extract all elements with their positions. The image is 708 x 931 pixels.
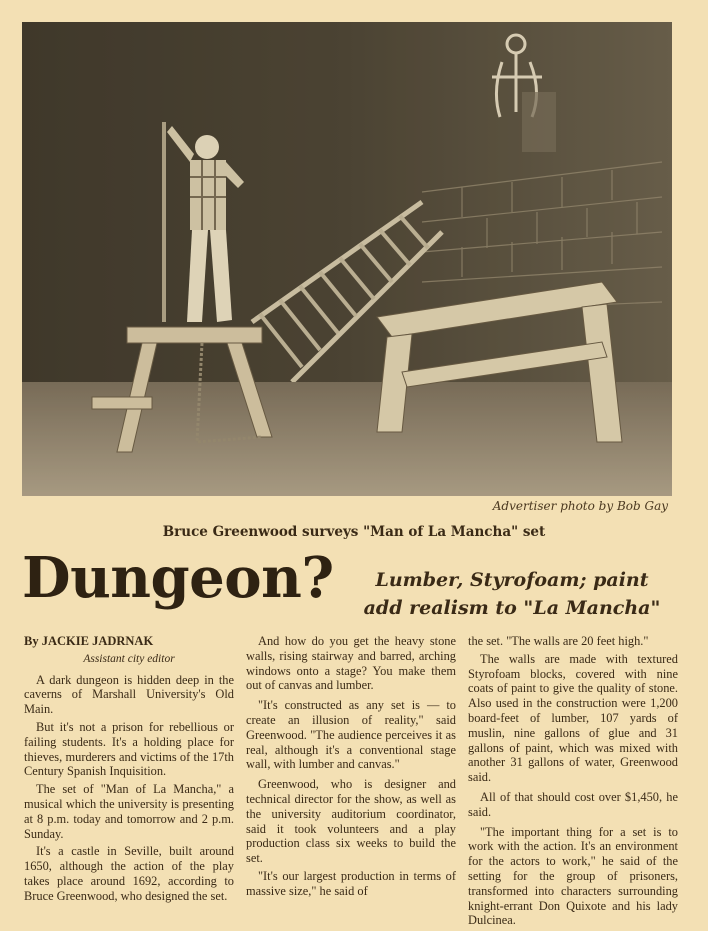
paragraph: The walls are made with textured Styrofoam blocks, covered with nine coats of paint to give the quality of stone. Also used in the construction were 1,200 board-feet of lumber, 107 yards of muslin, nine gallons of glue and 31 gallons of paint, which was mixed with another 31 gallons of water, Greenwood said.	[468, 651, 678, 785]
dungeon-set-image	[22, 22, 672, 496]
byline-title: Assistant city editor	[83, 652, 175, 665]
paragraph: And how do you get the heavy stone walls, rising stairway and barred, arching windows onto a stage? You make them out of canvas and lumber.	[246, 634, 456, 693]
paragraph: The set of "Man of La Mancha," a musical which the university is presenting at 8 p.m. today and tomorrow and 2 p.m. Sunday.	[24, 782, 234, 841]
subhead-line-2: add realism to "La Mancha"	[363, 597, 661, 619]
paragraph: the set. "The walls are 20 feet high."	[468, 634, 649, 648]
article-column-1	[24, 634, 234, 907]
headline: Dungeon?	[22, 545, 334, 611]
photo-caption: Bruce Greenwood surveys "Man of La Mancha" set	[162, 524, 546, 540]
subhead	[342, 566, 682, 622]
paragraph: "The important thing for a set is to work with the action. It's an environment for the actors to work," he said of the setting for the group of prisoners, transformed into characters surrounding knight-errant Don Quixote and his lady Dulcinea.	[468, 824, 678, 928]
paragraph: All of that should cost over $1,450, he said.	[468, 789, 678, 819]
paragraph: It's a castle in Seville, built around 1650, although the action of the play takes place around 1692, according to Bruce Greenwood, who designed the set.	[24, 844, 234, 903]
news-photo	[22, 22, 672, 496]
paragraph: Greenwood, who is designer and technical director for the show, as well as the university auditorium coordinator, said it took volunteers and a play production class six weeks to build the set.	[246, 777, 456, 866]
photo-credit: Advertiser photo by Bob Gay	[492, 499, 668, 513]
article-column-2	[246, 634, 456, 902]
paragraph: "It's constructed as any set is — to create an illusion of reality," said Greenwood. "The audience perceives it as real, although it's a conventional stage wall, with lumber and canvas."	[246, 698, 456, 772]
paragraph: But it's not a prison for rebellious or failing students. It's a holding place for thieves, murderers and victims of the 17th Century Spanish Inquisition.	[24, 719, 234, 779]
byline: By JACKIE JADRNAK	[24, 634, 154, 648]
paragraph: A dark dungeon is hidden deep in the caverns of Marshall University's Old Main.	[24, 672, 234, 717]
paragraph: "It's our largest production in terms of massive size," he said of	[246, 868, 456, 898]
article-column-3	[468, 634, 678, 931]
subhead-line-1: Lumber, Styrofoam; paint	[375, 569, 649, 591]
